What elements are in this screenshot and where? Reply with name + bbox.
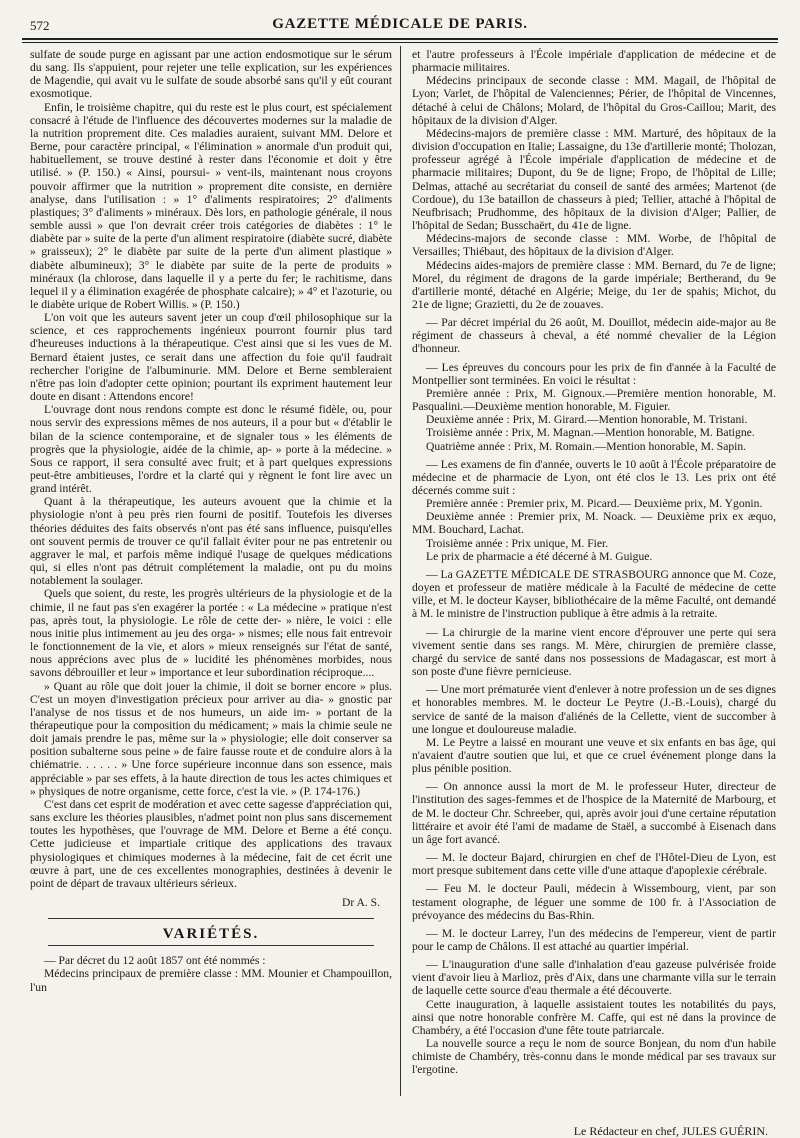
paragraph: Médecins-majors de seconde classe : MM. Worbe, de l'hôpital de Versailles; Thiébaut, des hôpitaux de la division d'Alger. bbox=[412, 232, 776, 259]
right-column bbox=[412, 48, 776, 1138]
paragraph: Médecins principaux de première classe : MM. Mounier et Champouillon, l'un bbox=[30, 967, 392, 994]
paragraph: — M. le docteur Bajard, chirurgien en chef de l'Hôtel-Dieu de Lyon, est mort presque subitement dans cette ville d'une attaque d'apoplexie cérébrale. bbox=[412, 851, 776, 878]
paragraph: La nouvelle source a reçu le nom de source Bonjean, du nom d'un habile chimiste de Chambéry, très-connu dans le monde médical par ses travaux sur l'ergotine. bbox=[412, 1037, 776, 1077]
paragraph: Première année : Premier prix, M. Picard.— Deuxième prix, M. Ygonin. bbox=[426, 497, 763, 511]
paragraph: — L'inauguration d'une salle d'inhalation d'eau gazeuse pulvérisée froide vient d'avoir lieu à Marlioz, près d'Aix, dans une charmante villa sur le terrain de laquelle cette source d'eau thermale a été découverte. bbox=[412, 958, 776, 998]
paragraph: sulfate de soude purge en agissant par une action endosmotique sur le sérum du sang. Ils s'appuient, pour rejeter une telle explication, sur les expériences de Magendie, qui avait vu le sulfate de soude absorbé sans qu'il y eût courant exosmotique. bbox=[30, 48, 392, 101]
paragraph: Quels que soient, du reste, les progrès ultérieurs de la physiologie et de la chimie, il ne faut pas s'en exagérer la portée : « La médecine » pratique n'est pas, après tout, la physiologie. Le rôle de cette der- » nière, le voici : elle nous initie plus intimement au jeu des orga- » nismes; elle nous fait entrevoir le fonctionnement de la vie, et alors » mieux renseignés sur l'état de santé, nous apprécions avec plus de » lucidité les phénomènes morbides, nous savons débrouiller et leur » importance et leur subordination réciproque.... bbox=[30, 587, 392, 680]
paragraph: — Les épreuves du concours pour les prix de fin d'année à la Faculté de Montpellier sont terminées. En voici le résultat : bbox=[412, 360, 776, 387]
paragraph: Médecins aides-majors de première classe : MM. Bernard, du 7e de ligne; Morel, du régiment de dragons de la garde impériale; Bertherand, du 9e d'artillerie monté, détaché en Algérie; Meige, du 1er de spahis; Michot, du 21e de ligne; Grazietti, du 2e de zouaves. bbox=[412, 258, 776, 311]
paragraph: Quant à la thérapeutique, les auteurs avouent que la chimie et la physiologie n'ont à peu près rien fourni de positif. Toutefois les diverses théories déduites des faits observés n'ont pas été sans influence, puisqu'elles ont souvent permis de trouver ce qu'il fallait éviter pour ne pas entretenir ou aggraver le mal, et parfois même indiqué l'usage de quelques médications qui, si elles n'ont pas détruit complétement la maladie, ont pu du moins notablement la soulager. bbox=[30, 495, 392, 588]
editor-signature: Le Rédacteur en chef, JULES GUÉRIN. bbox=[573, 1123, 768, 1138]
paragraph: — La GAZETTE MÉDICALE DE STRASBOURG annonce que M. Coze, doyen et professeur de matière médicale à la Faculté de médecine de cette ville, et M. le docteur Kayser, bibliothécaire de la même Faculté, ont demandé à M. le ministre de l'instruction publique à être admis à la retraite. bbox=[412, 567, 776, 621]
paragraph: Première année : Prix, M. Gignoux.—Première mention honorable, M. Pasqualini.—Deuxième mention honorable, M. Figuier. bbox=[412, 386, 776, 414]
paragraph: » Quant au rôle que doit jouer la chimie, il doit se borner encore » plus. C'est un moyen d'investigation précieux pour arriver au dia- » gnostic par l'analyse de nos tissus et de nos humeurs, un aide im- » portant de la thérapeutique pour la composition du médicament; » mais la chimie seule ne doit jamais prendre le pas, même sur la » physiologie; elle doit conserver sa position subalterne sous peine » de faire fausse route et de conduire alors à la chiématrie. . . . . . » Une force supérieure inconnue dans son essence, mais appréciable » par ses effets, à la haute direction de tous les actes chimiques et » physiques de notre organisme, cette force, c'est la vie. » (P. 174-176.) bbox=[30, 679, 392, 798]
paragraph: Le prix de pharmacie a été décerné à M. Guigue. bbox=[426, 549, 653, 563]
paragraph: — M. le docteur Larrey, l'un des médecins de l'empereur, vient de partir pour le camp de Châlons. Il est attaché au quartier impérial. bbox=[412, 926, 776, 953]
header-rule-thin bbox=[22, 42, 778, 43]
column-divider bbox=[400, 46, 401, 1096]
varietes-heading: VARIÉTÉS. bbox=[162, 926, 260, 943]
page-number: 572 bbox=[30, 18, 50, 33]
paragraph: — Une mort prématurée vient d'enlever à notre profession un de ses dignes et honorables membres. M. le docteur Le Peytre (J.-B.-Louis), chargé du service de santé de la maison d'aliénés de la Cellette, vient de succomber à une longue et douloureuse maladie. bbox=[412, 683, 776, 736]
paragraph: Troisième année : Prix unique, M. Fier. bbox=[426, 536, 609, 550]
paragraph: M. Le Peytre a laissé en mourant une veuve et six enfants en bas âge, qui n'avaient d'autre soutien que lui, et que ce cruel événement plonge dans la plus pénible position. bbox=[412, 735, 776, 776]
page-header bbox=[22, 12, 778, 34]
section-separator bbox=[48, 918, 374, 919]
paragraph: C'est dans cet esprit de modération et avec cette sagesse d'appréciation qui, sans exclure les théories plausibles, n'admet point non plus sans discernement toutes les hypothèses, que l'ouvrage de MM. Delore et Berne a été conçu. Cette judicieuse et impartiale critique des applications des travaux physiologiques et chimiques modernes à la médecine, fait de cet écrit une œuvre à part, une de ces excellentes monographies, destinées à devenir le point de départ de travaux ultérieurs sérieux. bbox=[30, 797, 392, 890]
journal-title: GAZETTE MÉDICALE DE PARIS. bbox=[272, 16, 528, 32]
paragraph: Médecins principaux de seconde classe : MM. Magail, de l'hôpital de Lyon; Varlet, de l'hôpital de Valenciennes; Périer, de l'hôpital de Vincennes, détaché à celui de Châlons; Molard, de l'hôpital du Gros-Caillou; Marit, des hôpitaux de la division d'Alger. bbox=[412, 74, 776, 127]
paragraph: — Feu M. le docteur Pauli, médecin à Wissembourg, vient, par son testament olographe, de léguer une somme de 100 fr. à l'Association de prévoyance des médecins du Bas-Rhin. bbox=[412, 882, 776, 922]
paragraph: Quatrième année : Prix, M. Romain.—Mention honorable, M. Sapin. bbox=[426, 439, 747, 453]
paragraph: Enfin, le troisième chapitre, qui du reste est le plus court, est spécialement consacré à l'étude de l'influence des découvertes modernes sur la maladie de la nutrition proprement dite. Ces maladies auraient, suivant MM. Delore et Berne, pour caractère principal, « l'élimination » anormale d'un produit qui, habituellement, se trouve destiné à rester dans l'économie et doit y être utilisé. » (P. 150.) « Ainsi, poursui- » vent-ils, maintenant nous croyons pouvoir affirmer que la nutrition » proprement dite consiste, en dernière analyse, dans l'utilisation : » 1° d'aliments respiratoires; 2° d'aliments plastiques; 3° d'aliments » minéraux. Dès lors, en pathologie générale, il nous semble aussi » que l'on devrait créer trois catégories de diabètes : 1° le diabète par » suite de la perte d'un aliment respiratoire (diabète sucré, diabète » graisseux); 2° le diabète par suite de la perte d'un aliment plastique » diabète albumineux); 3° le diabète par suite de la perte de produits » minéraux (la chlorose, dans laquelle il y a perte du fer; le rachitisme, dans lequel il y a élimination exagérée de phosphate calcaire); » 4° et l'azoturie, ou le diabète urique de Robert Willis. » (P. 150.) bbox=[30, 100, 392, 311]
paragraph: L'on voit que les auteurs savent jeter un coup d'œil philosophique sur la science, et ces rapprochements ingénieux pourront fournir plus tard d'heureuses inductions à la thérapeutique. C'est ainsi que si les vues de M. Bernard étaient justes, ce serait dans une affection du foie qu'il faudrait rechercher l'origine de l'albuminurie. MM. Delore et Berne sembleraient n'être pas loin d'adopter cette opinion; pourtant ils expriment hautement leur doute en disant : Attendons encore! bbox=[30, 311, 392, 404]
header-rule-thick bbox=[22, 38, 778, 40]
paragraph: Cette inauguration, à laquelle assistaient toutes les notabilités du pays, ainsi que notre honorable confrère M. Caffe, qui est né dans la province de Chambéry, a été l'occasion d'une fête toute patriarcale. bbox=[412, 997, 776, 1037]
article-signature: Dr A. S. bbox=[341, 896, 380, 909]
paragraph: — Par décret du 12 août 1857 ont été nommés : bbox=[44, 954, 266, 968]
paragraph: Deuxième année : Prix, M. Girard.—Mention honorable, M. Tristani. bbox=[426, 413, 748, 427]
paragraph: — On annonce aussi la mort de M. le professeur Huter, directeur de l'institution des sages-femmes et de l'hospice de la Maternité de Marbourg, et de M. le docteur Chr. Schreeber, qui, après avoir joui d'une certaine réputation littéraire et avoir été l'ami de madame de Staël, a succombé à Eisenach dans un âge fort avancé. bbox=[412, 780, 776, 846]
paragraph: Médecins-majors de première classe : MM. Marturé, des hôpitaux de la division d'occupation en Italie; Lassaigne, du 13e d'artillerie monté; Tholozan, professeur agrégé à l'École impériale d'application de médecine et de pharmacie militaires; Dupont, du 9e de ligne; Fropo, de l'hôpital de Lille; Delmas, attaché au secrétariat du conseil de santé des armées; Martenot (de Cordoue), du 13e bataillon de chasseurs à pied; Tellier, attaché à l'hôpital de Neufbrisach; Prudhomme, des hôpitaux de la division d'Alger; Pallier, de l'hôpital de Sedan; Busschaërt, du 41e de ligne. bbox=[412, 126, 776, 233]
left-column bbox=[30, 48, 392, 1093]
paragraph: Deuxième année : Premier prix, M. Noack. — Deuxième prix ex æquo, MM. Bouchard, Lachat. bbox=[412, 510, 776, 537]
paragraph: Troisième année : Prix, M. Magnan.—Mention honorable, M. Batigne. bbox=[426, 426, 755, 440]
paragraph: — La chirurgie de la marine vient encore d'éprouver une perte qui sera vivement sentie dans ses rangs. M. Mère, chirurgien de première classe, chargé du service de santé dans nos possessions de Madagascar, est mort à son poste d'une fièvre pernicieuse. bbox=[412, 625, 776, 679]
paragraph: — Les examens de fin d'année, ouverts le 10 août à l'École préparatoire de médecine et de pharmacie de Lyon, ont été clos le 13. Les prix ont été décernés comme suit : bbox=[412, 457, 776, 497]
heading-underline bbox=[48, 945, 374, 946]
paragraph: — Par décret impérial du 26 août, M. Douillot, médecin aide-major au 8e régiment de chasseurs à cheval, a été nommé chevalier de la Légion d'honneur. bbox=[412, 316, 776, 356]
paragraph: et l'autre professeurs à l'École impériale d'application de médecine et de pharmacie militaires. bbox=[412, 48, 776, 75]
paragraph: L'ouvrage dont nous rendons compte est donc le résumé fidèle, ou, pour nous servir des expressions mêmes de nos auteurs, il a pour but « d'établir le bilan de la science contemporaine, et de signaler tous » les éléments de progrès que la physiologie, aidée de la chimie, ap- » porte à la médecine. » Sous ce rapport, il sera consulté avec fruit; et à part quelques expressions peut-être ambitieuses, l'ordre et la clarté qui y règnent le font lire avec un grand intérêt. bbox=[30, 403, 392, 496]
